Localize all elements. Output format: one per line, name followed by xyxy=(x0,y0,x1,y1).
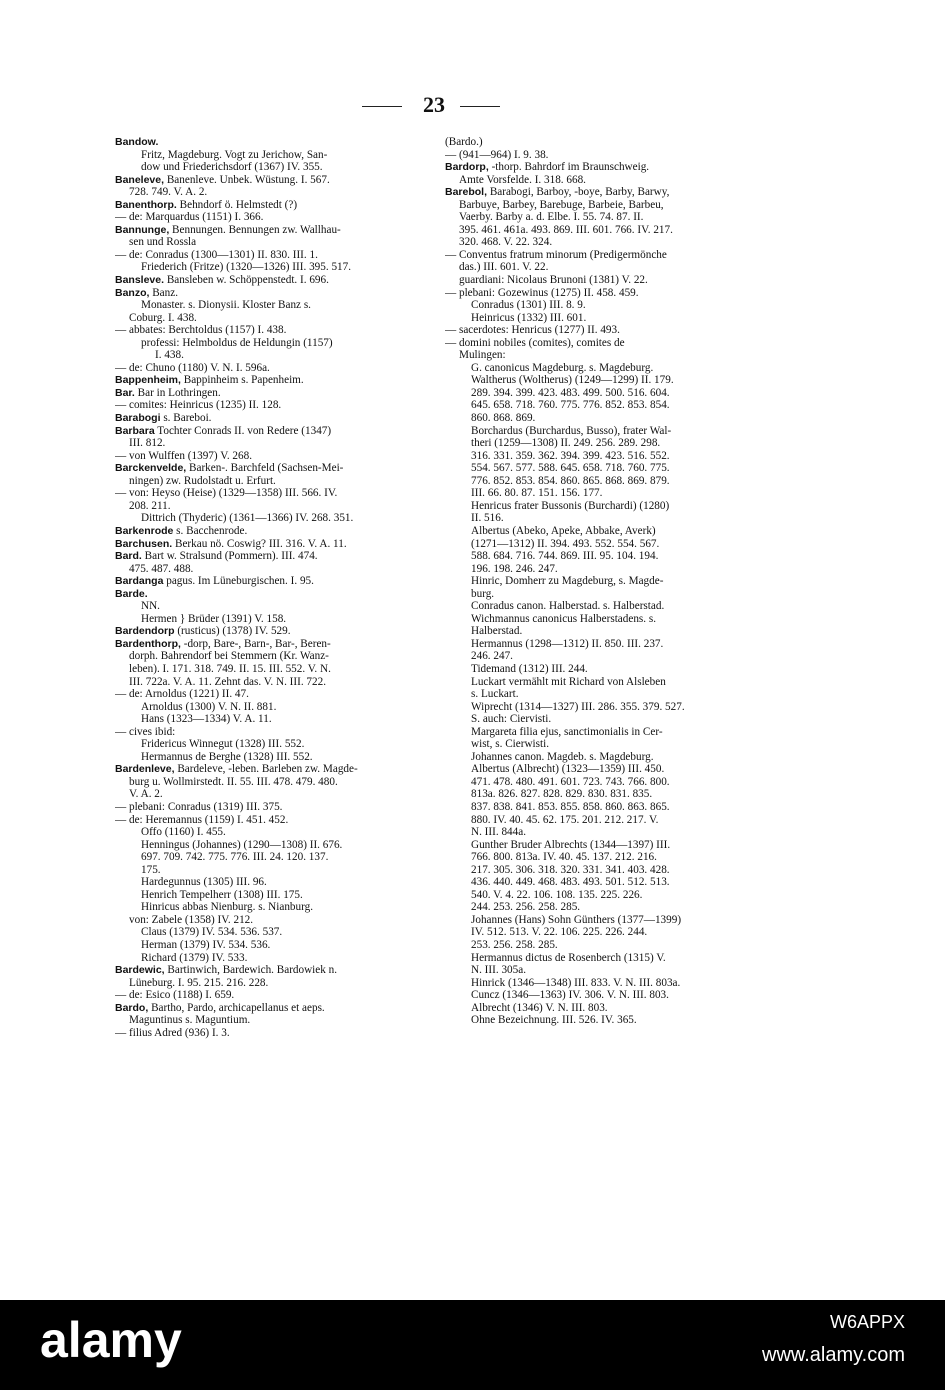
index-entry-line: Offo (1160) I. 455. xyxy=(141,826,226,839)
headword: Bar. xyxy=(115,386,135,399)
index-entry-line: — de: Chuno (1180) V. N. I. 596a. xyxy=(115,361,270,374)
index-entry-line: Barbuye, Barbey, Barebuge, Barbeie, Barbeu, xyxy=(459,198,664,211)
index-entry-line: 217. 305. 306. 318. 320. 331. 341. 403. 428. xyxy=(471,863,670,876)
headword: Bardo, xyxy=(115,1001,149,1014)
page-header xyxy=(0,92,945,122)
index-entry-line: 588. 684. 716. 744. 869. III. 95. 104. 194. xyxy=(471,550,659,563)
index-entry-line: Friederich (Fritze) (1320—1326) III. 395. 517. xyxy=(141,261,352,274)
index-entry-line: G. canonicus Magdeburg. s. Magdeburg. xyxy=(471,361,654,374)
index-entry-headword-line: Bardo, Bartho, Pardo, archicapellanus et aeps. xyxy=(115,1001,325,1014)
index-entry-line: das.) III. 601. V. 22. xyxy=(459,261,549,274)
headword: Bannunge, xyxy=(115,223,170,236)
left-column xyxy=(115,136,430,1039)
index-entry-line: Hardegunnus (1305) III. 96. xyxy=(141,876,267,889)
index-entry-line: 776. 852. 853. 854. 860. 865. 868. 869. 879. xyxy=(471,474,670,487)
headword: Barde. xyxy=(115,587,148,600)
headword: Barckenvelde, xyxy=(115,462,187,475)
index-entry-line: — de: Heremannus (1159) I. 451. 452. xyxy=(115,813,289,826)
index-entry-line: Tidemand (1312) III. 244. xyxy=(471,662,588,675)
index-entry-line: leben). I. 171. 318. 749. II. 15. III. 552. V. N. xyxy=(129,662,331,675)
watermark-url: www.alamy.com xyxy=(762,1344,905,1366)
headword: Bardendorp xyxy=(115,625,175,638)
index-entry-line: IV. 512. 513. V. 22. 106. 225. 226. 244. xyxy=(471,926,648,939)
index-entry-line: Albertus (Albrecht) (1323—1359) III. 450. xyxy=(471,763,665,776)
index-entry-line: Monaster. s. Dionysii. Kloster Banz s. xyxy=(141,299,311,312)
index-entry-headword-line: Barbara Tochter Conrads II. von Redere (1347) xyxy=(115,424,332,437)
index-entry-line: NN. xyxy=(141,600,160,613)
index-entry-line: (Bardo.) xyxy=(445,136,483,148)
index-entry-headword-line: Bappenheim, Bappinheim s. Papenheim. xyxy=(115,374,304,387)
index-entry-line: Ohne Bezeichnung. III. 526. IV. 365. xyxy=(471,1014,637,1027)
index-entry-line: ningen) zw. Rudolstadt u. Erfurt. xyxy=(129,474,276,487)
index-entry-line: Heinricus (1332) III. 601. xyxy=(471,311,587,324)
index-entry-line: Margareta filia ejus, sanctimonialis in Cer- xyxy=(471,725,663,738)
index-entry-line: — filius Adred (936) I. 3. xyxy=(115,1026,230,1039)
index-entry-line: 244. 253. 256. 258. 285. xyxy=(471,901,581,914)
index-entry-line: Lüneburg. I. 95. 215. 216. 228. xyxy=(129,976,269,989)
index-entry-line: V. A. 2. xyxy=(129,788,163,801)
index-entry-line: Johannes (Hans) Sohn Günthers (1377—1399) xyxy=(471,913,682,926)
index-entry-line: Richard (1379) IV. 533. xyxy=(141,951,248,964)
index-entry-line: Albertus (Abeko, Apeke, Abbake, Averk) xyxy=(471,524,656,537)
index-entry-line: Henrich Tempelherr (1308) III. 175. xyxy=(141,888,303,901)
index-entry-line: Wichmannus canonicus Halberstadens. s. xyxy=(471,612,657,625)
headword: Banenthorp. xyxy=(115,198,177,211)
index-entry-line: 253. 256. 258. 285. xyxy=(471,939,558,951)
index-entry-line: Claus (1379) IV. 534. 536. 537. xyxy=(141,926,283,939)
index-entry-line: dow und Friederichsdorf (1367) IV. 355. xyxy=(141,161,323,174)
index-entry-line: 860. 868. 869. xyxy=(471,412,536,425)
index-entry-line: 697. 709. 742. 775. 776. III. 24. 120. 137. xyxy=(141,851,329,864)
index-entry-headword-line: Banenthorp. Behndorf ö. Helmstedt (?) xyxy=(115,198,298,211)
index-entry-headword-line: Bardendorp (rusticus) (1378) IV. 529. xyxy=(115,625,291,638)
headword: Banzo, xyxy=(115,286,150,299)
headword: Bardanga xyxy=(115,575,164,588)
index-entry-line: burg. xyxy=(471,587,495,600)
index-entry-headword-line xyxy=(115,588,430,601)
index-entry-line: theri (1259—1308) II. 249. 256. 289. 298. xyxy=(471,437,661,450)
index-entry-line: Hermannus dictus de Rosenberch (1315) V. xyxy=(471,951,666,964)
index-entry-line: III. 722a. V. A. 11. Zehnt das. V. N. III. 722. xyxy=(129,675,327,688)
index-entry-headword-line: Barabogi s. Bareboi. xyxy=(115,412,212,425)
index-entry-headword-line: Barckenvelde, Barken-. Barchfeld (Sachsen-Mei- xyxy=(115,462,344,475)
index-entry-line: burg u. Wollmirstedt. II. 55. III. 478. 479. 480. xyxy=(129,775,338,788)
index-entry-headword-line: Bardenleve, Bardeleve, -leben. Barleben zw. Magde- xyxy=(115,763,358,776)
index-entry-line: — cives ibid: xyxy=(115,725,176,738)
index-entry-line: Henningus (Johannes) (1290—1308) II. 676. xyxy=(141,838,343,851)
index-entry-headword-line: Bardanga pagus. Im Lüneburgischen. I. 95. xyxy=(115,575,314,588)
index-entry-line: sen und Rossla xyxy=(129,236,197,249)
index-entry-line: 837. 838. 841. 853. 855. 858. 860. 863. 865. xyxy=(471,800,670,813)
index-entry-headword-line: Bardenthorp, -dorp, Bare-, Barn-, Bar-, Beren- xyxy=(115,637,331,650)
index-entry-line: Maguntinus s. Maguntium. xyxy=(129,1014,251,1027)
index-entry-line: Albrecht (1346) V. N. III. 803. xyxy=(471,1001,608,1014)
watermark-logo: alamy xyxy=(40,1312,182,1368)
index-entry-line: Hinric, Domherr zu Magdeburg, s. Magde- xyxy=(471,575,664,588)
index-entry-line: — (941—964) I. 9. 38. xyxy=(445,148,549,161)
index-entry-headword-line: Bardewic, Bartinwich, Bardewich. Bardowiek n. xyxy=(115,964,338,977)
headword: Baneleve, xyxy=(115,173,165,186)
index-entry-line: 728. 749. V. A. 2. xyxy=(129,186,208,199)
index-entry-line: 196. 198. 246. 247. xyxy=(471,562,558,575)
index-entry-line: — de: Arnoldus (1221) II. 47. xyxy=(115,688,249,701)
index-entry-line: Arnoldus (1300) V. N. II. 881. xyxy=(141,700,277,713)
index-entry-line: Gunther Bruder Albrechts (1344—1397) III. xyxy=(471,838,671,851)
index-entry-line: 320. 468. V. 22. 324. xyxy=(459,236,553,249)
index-entry-line: guardiani: Nicolaus Brunoni (1381) V. 22. xyxy=(459,274,648,287)
watermark-image-id: W6APPX xyxy=(829,1312,905,1332)
index-entry-line: N. III. 305a. xyxy=(471,964,526,977)
index-entry-line: 175. xyxy=(141,863,161,876)
index-entry-line: 645. 658. 718. 760. 775. 776. 852. 853. 854. xyxy=(471,399,670,412)
index-entry-line: Hermen } Brüder (1391) V. 158. xyxy=(141,612,287,625)
right-column xyxy=(445,136,785,1027)
index-entry-line: 316. 331. 359. 362. 394. 399. 423. 516. 552. xyxy=(471,449,670,462)
index-entry-line: 395. 461. 461a. 493. 869. III. 601. 766. IV. 217. xyxy=(459,223,673,236)
index-entry-line: — domini nobiles (comites), comites de xyxy=(445,336,625,349)
index-entry-line: Luckart vermählt mit Richard von Alsleben xyxy=(471,675,666,688)
index-entry-headword-line: Bardorp, -thorp. Bahrdorf im Braunschweig. xyxy=(445,161,650,174)
index-entry-line: S. auch: Ciervisti. xyxy=(471,713,552,726)
index-entry-line: Wiprecht (1314—1327) III. 286. 355. 379. 527. xyxy=(471,700,685,713)
headword: Barebol, xyxy=(445,186,488,199)
headword: Bandow. xyxy=(115,136,159,148)
page-number: 23 xyxy=(423,92,445,117)
index-entry-line: Hermannus de Berghe (1328) III. 552. xyxy=(141,750,313,763)
index-entry-line: professi: Helmboldus de Heldungin (1157) xyxy=(141,336,333,349)
headword: Barbara xyxy=(115,424,155,437)
index-entry-line: N. III. 844a. xyxy=(471,826,526,839)
index-entry-headword-line: Barkenrode s. Bacchenrode. xyxy=(115,524,248,537)
headword: Bappenheim, xyxy=(115,374,181,387)
index-entry-line: 475. 487. 488. xyxy=(129,562,194,575)
index-entry-line: 208. 211. xyxy=(129,499,171,512)
index-entry-headword-line: Bard. Bart w. Stralsund (Pommern). III. 474. xyxy=(115,550,318,563)
index-entry-line: Coburg. I. 438. xyxy=(129,311,197,324)
index-entry-line: — de: Marquardus (1151) I. 366. xyxy=(115,211,264,224)
index-entry-line: — plebani: Conradus (1319) III. 375. xyxy=(115,800,283,813)
index-entry-headword-line: Bansleve. Bansleben w. Schöppenstedt. I. 696. xyxy=(115,274,329,287)
index-entry-line: Borchardus (Burchardus, Busso), frater Wal- xyxy=(471,424,672,437)
index-entry-line: Cuncz (1346—1363) IV. 306. V. N. III. 803. xyxy=(471,989,669,1002)
index-entry-line: Conradus canon. Halberstad. s. Halberstad. xyxy=(471,600,665,613)
index-entry-line: s. Luckart. xyxy=(471,688,519,701)
index-entry-headword-line: Bannunge, Bennungen. Bennungen zw. Wallhau- xyxy=(115,223,341,236)
index-entry-line: Hermannus (1298—1312) II. 850. III. 237. xyxy=(471,637,664,650)
index-entry-headword-line: Bar. Bar in Lothringen. xyxy=(115,386,221,399)
index-entry-line: 554. 567. 577. 588. 645. 658. 718. 760. 775. xyxy=(471,462,670,475)
index-entry-line: dorph. Bahrendorf bei Stemmern (Kr. Wanz- xyxy=(129,650,329,663)
header-rule-left xyxy=(362,106,402,107)
index-entry-line: — von Wulffen (1397) V. 268. xyxy=(115,449,253,462)
index-entry-line: 471. 478. 480. 491. 601. 723. 743. 766. 800. xyxy=(471,775,670,788)
index-entry-line: 880. IV. 40. 45. 62. 175. 201. 212. 217. V. xyxy=(471,813,659,826)
headword: Barchusen. xyxy=(115,537,173,550)
index-entry-line: von: Zabele (1358) IV. 212. xyxy=(129,913,254,926)
index-entry-line: (1271—1312) II. 394. 493. 552. 554. 567. xyxy=(471,537,660,550)
index-entry-line: Mulingen: xyxy=(459,349,506,362)
headword: Bard. xyxy=(115,550,142,563)
index-entry-line: Halberstad. xyxy=(471,625,523,638)
index-entry-line: — comites: Heinricus (1235) II. 128. xyxy=(115,399,282,412)
index-entry-line: I. 438. xyxy=(155,349,184,362)
index-entry-line: Hans (1323—1334) V. A. 11. xyxy=(141,713,272,726)
index-entry-line: 246. 247. xyxy=(471,650,513,663)
index-entry-line: Waltherus (Woltherus) (1249—1299) II. 179. xyxy=(471,374,674,387)
index-entry-headword-line: Barebol, Barabogi, Barboy, -boye, Barby, Barwy, xyxy=(445,186,670,199)
index-entry-line: — plebani: Gozewinus (1275) II. 458. 459. xyxy=(445,286,639,299)
index-entry-line: wist, s. Cierwisti. xyxy=(471,738,550,751)
headword: Barabogi xyxy=(115,412,161,425)
index-entry-line: 289. 394. 399. 423. 483. 499. 500. 516. 604. xyxy=(471,386,670,399)
index-entry-line: — abbates: Berchtoldus (1157) I. 438. xyxy=(115,324,287,337)
headword: Bardenthorp, xyxy=(115,637,181,650)
index-entry-line: Conradus (1301) III. 8. 9. xyxy=(471,299,586,312)
index-entry-line: 436. 440. 449. 468. 483. 493. 501. 512. 513. xyxy=(471,876,670,889)
headword: Bansleve. xyxy=(115,274,165,287)
index-entry-line: Amte Vorsfelde. I. 318. 668. xyxy=(459,173,586,186)
index-entry-line: — sacerdotes: Henricus (1277) II. 493. xyxy=(445,324,620,337)
index-entry-line: 540. V. 4. 22. 106. 108. 135. 225. 226. xyxy=(471,888,643,901)
headword: Barkenrode xyxy=(115,524,174,537)
index-entry-line: 813a. 826. 827. 828. 829. 830. 831. 835. xyxy=(471,788,653,801)
index-entry-line: Fritz, Magdeburg. Vogt zu Jerichow, San- xyxy=(141,148,328,161)
index-entry-line: III. 66. 80. 87. 151. 156. 177. xyxy=(471,487,603,500)
headword: Bardewic, xyxy=(115,964,165,977)
index-entry-line: II. 516. xyxy=(471,512,504,525)
index-entry-line: III. 812. xyxy=(129,437,166,450)
index-entry-line: 766. 800. 813a. IV. 40. 45. 137. 212. 216. xyxy=(471,851,657,864)
index-entry-headword-line: Barchusen. Berkau nö. Coswig? III. 316. V. A. 11. xyxy=(115,537,347,550)
headword: Bardenleve, xyxy=(115,763,175,776)
index-entry-line: Herman (1379) IV. 534. 536. xyxy=(141,939,271,951)
header-rule-right xyxy=(460,106,500,107)
index-entry-line: Henricus frater Bussonis (Burchardi) (1280) xyxy=(471,499,670,512)
index-entry-line: — de: Conradus (1300—1301) II. 830. III. 1. xyxy=(115,248,318,261)
index-entry-line: Dittrich (Thyderic) (1361—1366) IV. 268. 351. xyxy=(141,512,354,525)
index-entry-line: Hinrick (1346—1348) III. 833. V. N. III. 803a. xyxy=(471,976,681,989)
index-entry-line: Johannes canon. Magdeb. s. Magdeburg. xyxy=(471,750,654,763)
headword: Bardorp, xyxy=(445,161,489,174)
index-entry-line: — Conventus fratrum minorum (Predigermönche xyxy=(445,248,667,261)
index-entry-line: — de: Esico (1188) I. 659. xyxy=(115,989,235,1002)
index-entry-line: — von: Heyso (Heise) (1329—1358) III. 566. IV. xyxy=(115,487,338,500)
index-entry-line: Vaerby. Barby a. d. Elbe. I. 55. 74. 87. II. xyxy=(459,211,644,224)
index-entry-headword-line: Banzo, Banz. xyxy=(115,286,179,299)
index-entry-headword-line xyxy=(115,136,430,149)
index-entry-headword-line: Baneleve, Banenleve. Unbek. Wüstung. I. 567. xyxy=(115,173,330,186)
index-entry-line: Hinricus abbas Nienburg. s. Nianburg. xyxy=(141,901,314,914)
index-entry-line: Fridericus Winnegut (1328) III. 552. xyxy=(141,738,305,751)
